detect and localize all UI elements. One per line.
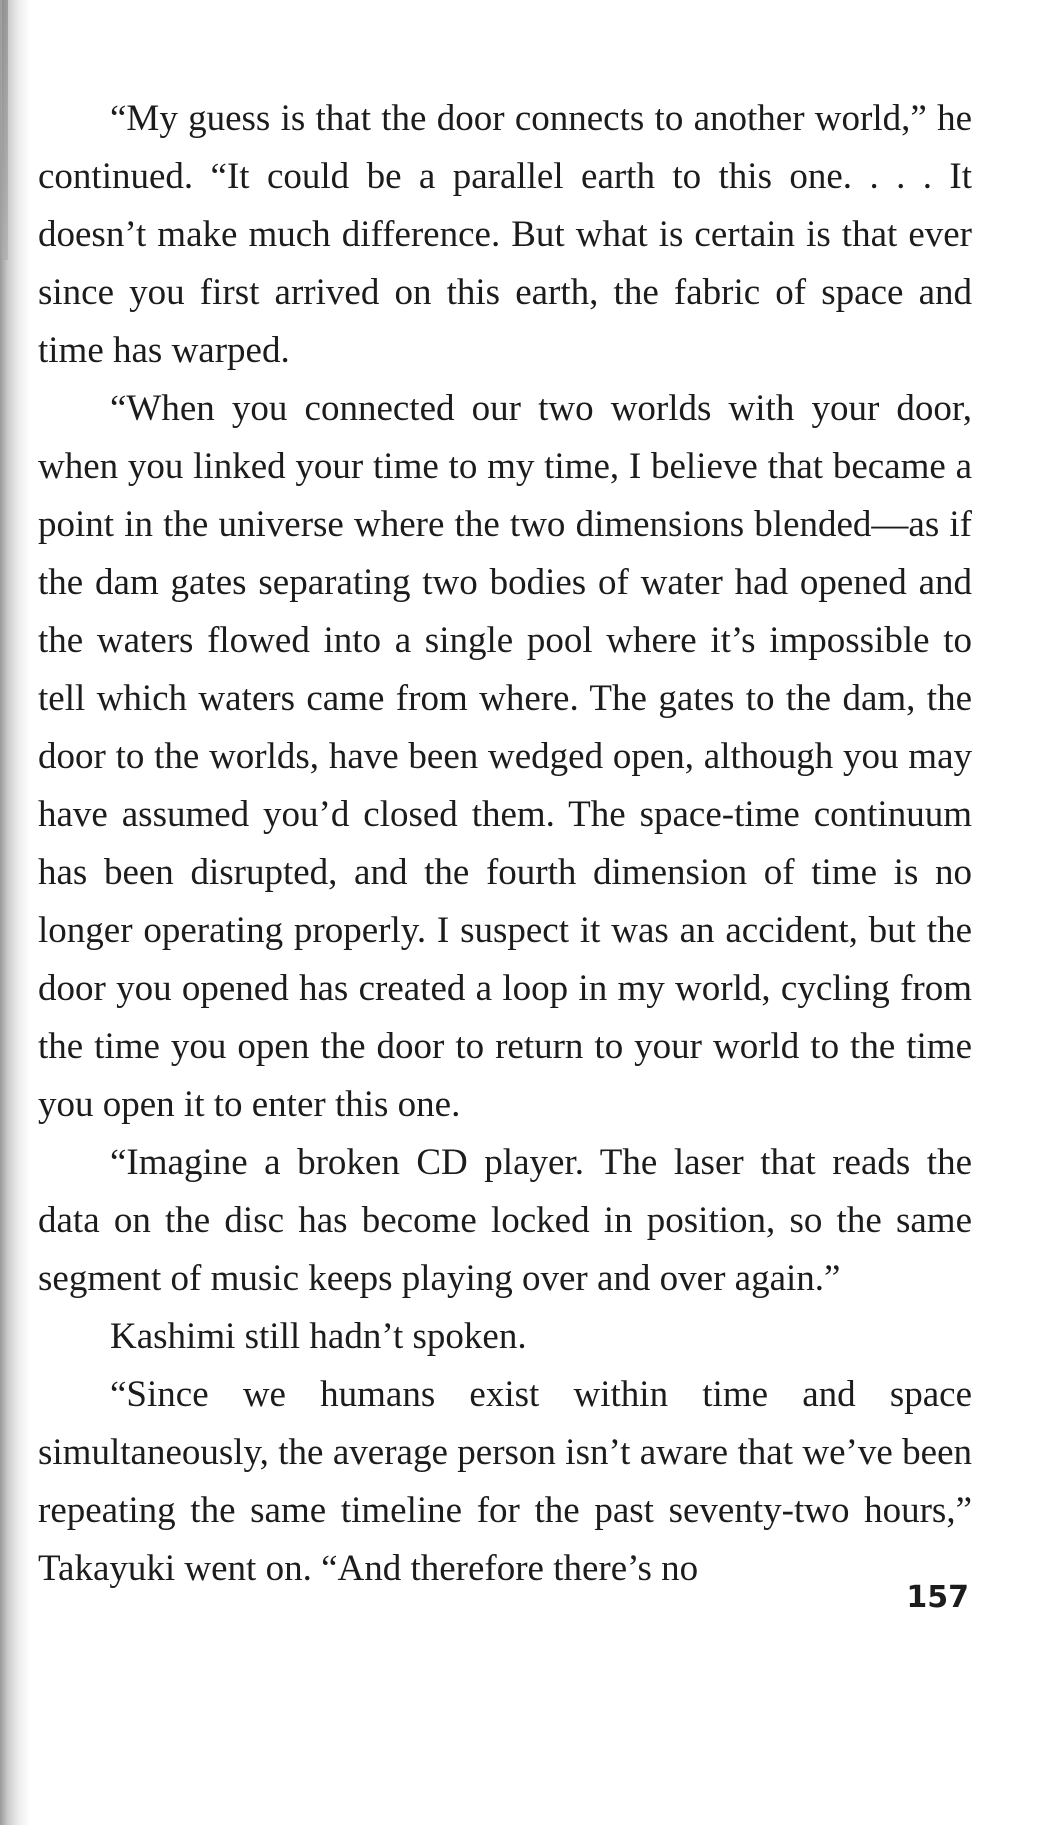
paragraph-1: “My guess is that the door connects to another world,” he continued. “It could be a parallel earth to this one. . . . It doesn’t make much difference. But what is certain is that ever since you first arrived on this earth, the fabric of space and time has warped.: [38, 98, 972, 371]
binding-gutter-shadow: [0, 0, 30, 1825]
paragraph-5: “Since we humans exist within time and space simultaneously, the average person isn’t aware that we’ve been repeating the same timeline for the past seventy-two hours,” Takayuki went on. “And therefore there’s no: [38, 1374, 972, 1589]
paragraph-4: Kashimi still hadn’t spoken.: [110, 1316, 527, 1357]
binding-edge-mark: [2, 0, 8, 260]
paragraph-2: “When you connected our two worlds with your door, when you linked your time to my time, I believe that became a point in the universe where the two dimensions blended—as if the dam gates separating two bodies of water had opened and the waters flowed into a single pool where it’s impossible to tell which waters came from where. The gates to the dam, the door to the worlds, have been wedged open, although you may have assumed you’d closed them. The space-time continuum has been disrupted, and the fourth dimension of time is no longer operating properly. I suspect it was an accident, but the door you opened has created a loop in my world, cycling from the time you open the door to return to your world to the time you open it to enter this one.: [38, 388, 972, 1125]
body-text: [38, 90, 972, 1598]
paragraph-3: “Imagine a broken CD player. The laser that reads the data on the disc has become locked in position, so the same segment of music keeps playing over and over again.”: [38, 1142, 972, 1299]
page-number: 157: [906, 1580, 969, 1615]
